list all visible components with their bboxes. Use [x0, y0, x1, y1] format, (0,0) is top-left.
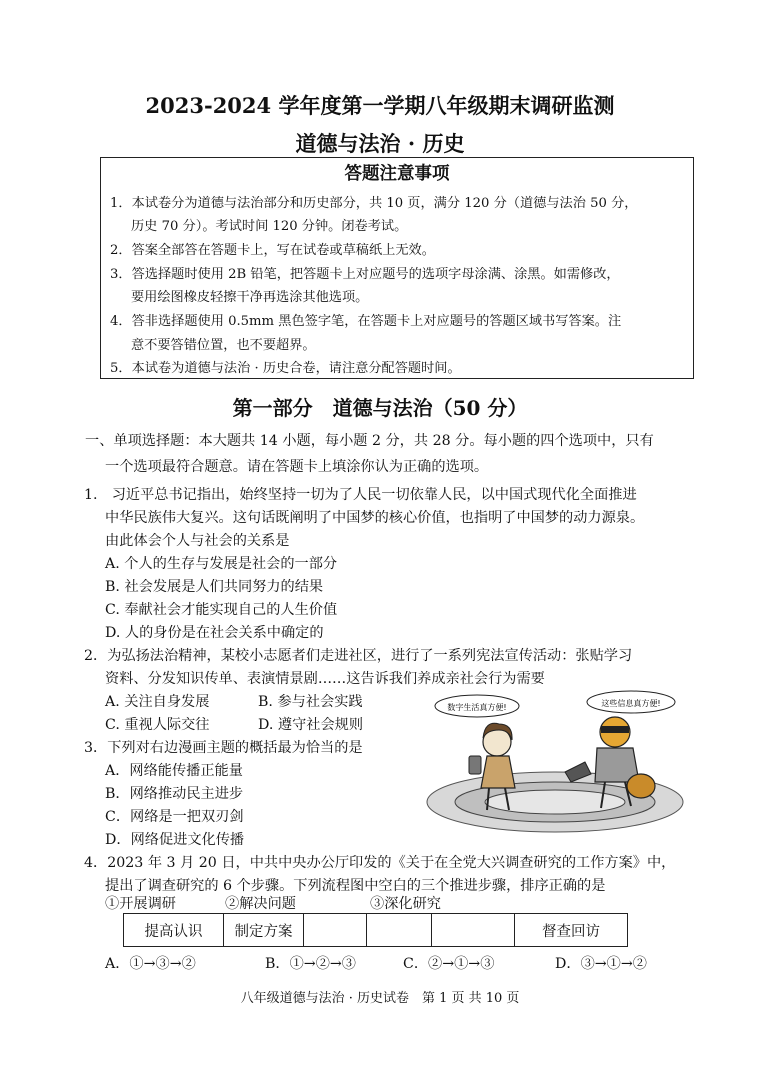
question-4-stem: 4．2023 年 3 月 20 日，中共中央办公厅印发的《关于在全党大兴调查研究的工作方案》中， [84, 855, 676, 871]
question-4-stem: 提出了调查研究的 6 个步骤。下列流程图中空白的三个推进步骤，排序正确的是 [105, 878, 606, 894]
question-2-stem: 2．为弘扬法治精神，某校小志愿者们走进社区，进行了一系列宪法宣传活动：张贴学习 [84, 648, 633, 664]
question-4-step: ①开展调研 [105, 896, 176, 912]
notice-line: 要用绘图橡皮轻擦干净再选涂其他选项。 [131, 290, 369, 305]
question-1-stem: 中华民族伟大复兴。这句话既阐明了中国梦的核心价值，也指明了中国梦的动力源泉。 [105, 510, 645, 526]
question-3-option-b: B．网络推动民主进步 [105, 786, 244, 802]
question-2-option-d: D. 遵守社会规则 [258, 717, 364, 733]
flow-cell: 制定方案 [224, 914, 304, 946]
question-4-option-b: B．①→②→③ [265, 956, 356, 972]
comic-bubble-right: 这些信息真方便! [601, 699, 661, 708]
flow-cell: 提高认识 [124, 914, 224, 946]
question-3-option-c: C．网络是一把双刃剑 [105, 809, 244, 825]
flow-chart [123, 913, 628, 947]
flow-cell: 督查回访 [542, 923, 600, 940]
question-1-stem: 1. 习近平总书记指出，始终坚持一切为了人民一切依靠人民，以中国式现代化全面推进 [84, 487, 637, 503]
question-4-step: ③深化研究 [370, 896, 441, 912]
question-4-step: ②解决问题 [225, 896, 296, 912]
flow-cell-blank [432, 914, 515, 946]
exam-title: 2023-2024 学年度第一学期八年级期末调研监测 [145, 93, 615, 118]
question-1-option-b: B. 社会发展是人们共同努力的结果 [105, 579, 324, 595]
flow-cell-blank [367, 914, 432, 946]
question-1-option-a: A. 个人的生存与发展是社会的一部分 [105, 556, 338, 572]
comic-bubble-left: 数字生活真方便! [447, 703, 507, 712]
question-2-option-a: A. 关注自身发展 [105, 694, 210, 710]
notice-line: 3．答选择题时使用 2B 铅笔，把答题卡上对应题号的选项字母涂满、涂黑。如需修改， [110, 267, 620, 282]
comic-illustration [425, 690, 687, 835]
question-4-option-a: A．①→③→② [105, 956, 196, 972]
question-1-option-c: C. 奉献社会才能实现自己的人生价值 [105, 602, 338, 618]
notice-line: 4．答非选择题使用 0.5mm 黑色签字笔，在答题卡上对应题号的答题区域书写答案。注 [110, 314, 622, 329]
question-2-stem: 资料、分发知识传单、表演情景剧……这告诉我们养成亲社会行为需要 [105, 671, 545, 687]
question-2-option-b: B. 参与社会实践 [258, 694, 363, 710]
question-1-option-d: D. 人的身份是在社会关系中确定的 [105, 625, 324, 641]
section-title: 第一部分 道德与法治（50 分） [232, 396, 528, 420]
question-4-option-c: C．②→①→③ [403, 956, 495, 972]
notice-line: 意不要答错位置，也不要超界。 [131, 338, 316, 353]
flow-cell-blank [304, 914, 367, 946]
question-3-stem: 3．下列对右边漫画主题的概括最为恰当的是 [84, 740, 363, 756]
section-instruction: 一个选项最符合题意。请在答题卡上填涂你认为正确的选项。 [105, 459, 489, 475]
notice-box [100, 157, 694, 379]
question-3-option-a: A．网络能传播正能量 [105, 763, 243, 779]
page-footer: 八年级道德与法治 · 历史试卷 第 1 页 共 10 页 [240, 991, 520, 1006]
question-2-option-c: C. 重视人际交往 [105, 717, 210, 733]
exam-subtitle: 道德与法治 · 历史 [295, 131, 465, 156]
notice-heading: 答题注意事项 [344, 164, 450, 184]
question-4-option-d: D．③→①→② [555, 956, 647, 972]
question-1-stem: 由此体会个人与社会的关系是 [105, 533, 290, 549]
notice-line: 1．本试卷分为道德与法治部分和历史部分，共 10 页，满分 120 分（道德与法治 50 分， [110, 196, 638, 211]
notice-line: 5．本试卷为道德与法治 · 历史合卷，请注意分配答题时间。 [110, 361, 461, 376]
notice-line: 历史 70 分）。考试时间 120 分钟。闭卷考试。 [131, 219, 408, 234]
notice-line: 2．答案全部答在答题卡上，写在试卷或草稿纸上无效。 [110, 243, 435, 258]
question-3-option-d: D．网络促进文化传播 [105, 832, 245, 848]
section-instruction: 一、单项选择题：本大题共 14 小题，每小题 2 分，共 28 分。每小题的四个选项中，只有 [85, 433, 654, 449]
